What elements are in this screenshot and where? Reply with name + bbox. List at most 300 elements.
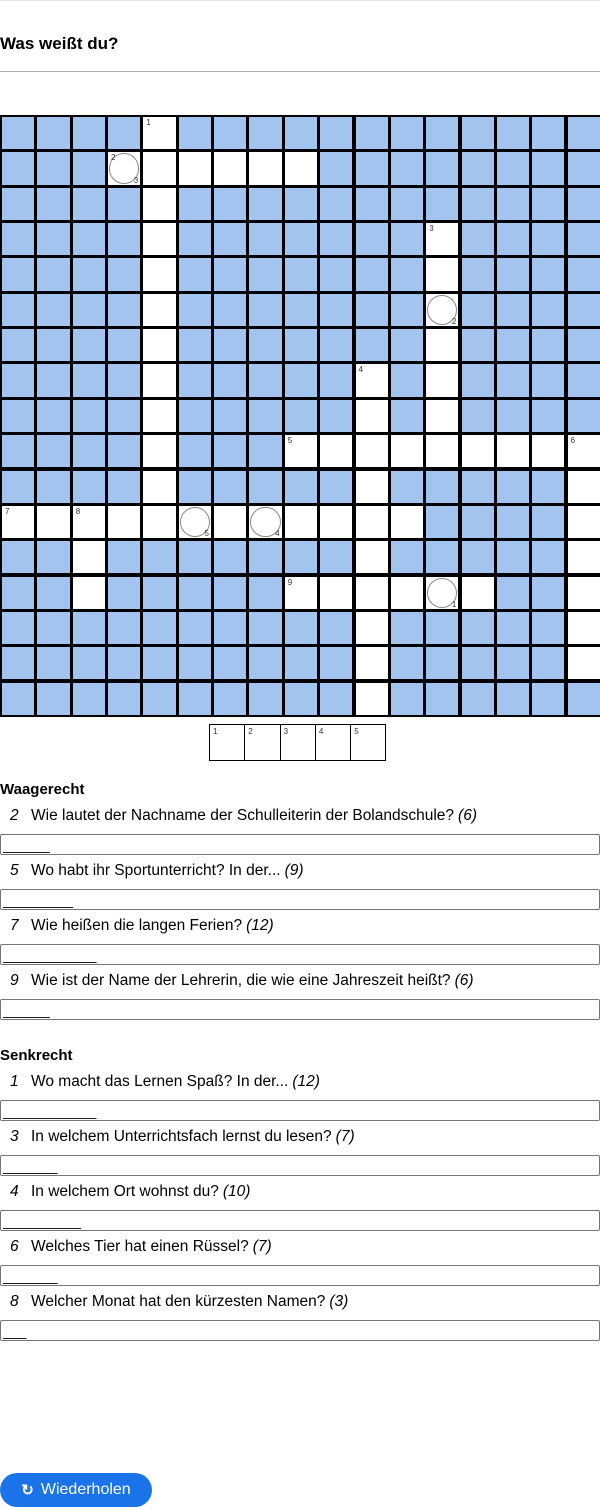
- grid-cell-blocked: [212, 610, 248, 646]
- clue-number: 7: [10, 917, 19, 934]
- grid-cell-blocked: [495, 362, 531, 398]
- grid-cell-blocked: [71, 256, 107, 292]
- grid-cell-blocked: [283, 362, 319, 398]
- grid-cell-open[interactable]: [106, 150, 142, 186]
- grid-cell-open[interactable]: [141, 221, 177, 257]
- grid-cell-blocked: [460, 362, 496, 398]
- clue-number: 5: [10, 862, 19, 879]
- clue-number: 9: [10, 972, 19, 989]
- clue-number: 5: [287, 436, 293, 446]
- answer-input[interactable]: [0, 1100, 600, 1121]
- grid-cell-open[interactable]: [424, 575, 460, 611]
- grid-cell-open[interactable]: [318, 575, 354, 611]
- grid-cell-open[interactable]: [141, 256, 177, 292]
- clue-question: Wo habt ihr Sportunterricht? In der...: [31, 862, 281, 879]
- repeat-button[interactable]: [0, 1473, 152, 1507]
- grid-cell-blocked: [106, 575, 142, 611]
- page-title: Was weißt du?: [0, 34, 119, 53]
- grid-cell-blocked: [389, 150, 425, 186]
- grid-cell-blocked: [35, 398, 71, 434]
- grid-cell-blocked: [106, 539, 142, 575]
- grid-cell-blocked: [354, 256, 390, 292]
- grid-cell-blocked: [318, 327, 354, 363]
- grid-cell-blocked: [530, 115, 566, 151]
- clue-length: (3): [329, 1293, 349, 1310]
- grid-cell-open[interactable]: [141, 398, 177, 434]
- grid-cell-blocked: [212, 539, 248, 575]
- repeat-button-label: Wiederholen: [40, 1481, 131, 1498]
- grid-cell-open[interactable]: [71, 539, 107, 575]
- grid-cell-blocked: [177, 469, 213, 505]
- grid-cell-blocked: [283, 469, 319, 505]
- grid-cell-blocked: [460, 539, 496, 575]
- grid-cell-open[interactable]: [566, 433, 600, 469]
- grid-cell-blocked: [389, 362, 425, 398]
- grid-cell-blocked: [212, 115, 248, 151]
- grid-cell-open[interactable]: [354, 398, 390, 434]
- grid-cell-blocked: [389, 292, 425, 328]
- grid-cell-open[interactable]: [566, 539, 600, 575]
- solution-box[interactable]: [244, 724, 280, 761]
- clue-text-line: [0, 807, 600, 825]
- grid-cell-open[interactable]: [354, 504, 390, 540]
- grid-cell-blocked: [35, 645, 71, 681]
- grid-cell-blocked: [424, 645, 460, 681]
- grid-cell-blocked: [247, 681, 283, 717]
- solution-box-number: 3: [283, 727, 289, 736]
- grid-cell-blocked: [530, 362, 566, 398]
- grid-cell-blocked: [71, 221, 107, 257]
- grid-cell-open[interactable]: [354, 575, 390, 611]
- grid-cell-open[interactable]: [141, 150, 177, 186]
- grid-cell-open[interactable]: [566, 504, 600, 540]
- grid-cell-blocked: [212, 398, 248, 434]
- grid-cell-blocked: [212, 681, 248, 717]
- grid-cell-open[interactable]: [283, 575, 319, 611]
- grid-cell-open[interactable]: [354, 681, 390, 717]
- grid-cell-blocked: [530, 150, 566, 186]
- grid-cell-open[interactable]: [354, 610, 390, 646]
- grid-cell-open[interactable]: [141, 469, 177, 505]
- grid-cell-blocked: [71, 645, 107, 681]
- grid-cell-blocked: [106, 433, 142, 469]
- clue-number: 3: [10, 1128, 19, 1145]
- grid-cell-blocked: [460, 292, 496, 328]
- solution-index: 1: [451, 599, 457, 609]
- grid-cell-open[interactable]: [424, 433, 460, 469]
- grid-cell-blocked: [35, 681, 71, 717]
- grid-cell-open[interactable]: [424, 362, 460, 398]
- grid-cell-blocked: [389, 115, 425, 151]
- grid-cell-open[interactable]: [460, 433, 496, 469]
- grid-cell-blocked: [35, 221, 71, 257]
- grid-cell-blocked: [0, 292, 36, 328]
- grid-cell-open[interactable]: [141, 292, 177, 328]
- clue-text-line: [0, 862, 600, 880]
- grid-cell-blocked: [0, 186, 36, 222]
- grid-cell-blocked: [495, 186, 531, 222]
- grid-cell-open[interactable]: [35, 504, 71, 540]
- grid-cell-open[interactable]: [354, 362, 390, 398]
- top-border: [0, 0, 600, 1]
- grid-cell-blocked: [495, 115, 531, 151]
- grid-cell-blocked: [283, 398, 319, 434]
- clue-number: 4: [358, 365, 363, 375]
- grid-cell-blocked: [247, 362, 283, 398]
- grid-cell-blocked: [212, 186, 248, 222]
- grid-cell-blocked: [177, 610, 213, 646]
- grid-cell-open[interactable]: [318, 433, 354, 469]
- grid-cell-blocked: [35, 362, 71, 398]
- grid-cell-open[interactable]: [424, 398, 460, 434]
- solution-index: 5: [204, 529, 209, 539]
- clue-number: 6: [570, 436, 576, 446]
- grid-cell-blocked: [177, 327, 213, 363]
- grid-cell-blocked: [283, 186, 319, 222]
- answer-input[interactable]: [0, 1320, 600, 1341]
- clue-number: 8: [10, 1293, 19, 1310]
- grid-cell-open[interactable]: [354, 539, 390, 575]
- grid-cell-blocked: [460, 681, 496, 717]
- grid-cell-blocked: [389, 221, 425, 257]
- solution-box[interactable]: [315, 724, 351, 761]
- grid-cell-open[interactable]: [389, 504, 425, 540]
- grid-cell-blocked: [318, 292, 354, 328]
- solution-box[interactable]: [280, 724, 316, 761]
- grid-cell-blocked: [212, 292, 248, 328]
- grid-cell-blocked: [283, 256, 319, 292]
- grid-cell-blocked: [106, 362, 142, 398]
- grid-cell-blocked: [35, 469, 71, 505]
- grid-cell-blocked: [389, 610, 425, 646]
- grid-cell-open[interactable]: [177, 150, 213, 186]
- grid-cell-blocked: [566, 327, 600, 363]
- grid-cell-blocked: [106, 221, 142, 257]
- grid-cell-blocked: [71, 327, 107, 363]
- clue-question: Welcher Monat hat den kürzesten Namen?: [31, 1293, 326, 1310]
- grid-cell-blocked: [566, 681, 600, 717]
- grid-cell-blocked: [0, 469, 36, 505]
- grid-cell-blocked: [71, 433, 107, 469]
- grid-cell-open[interactable]: [389, 575, 425, 611]
- grid-cell-blocked: [71, 469, 107, 505]
- grid-cell-blocked: [106, 469, 142, 505]
- answer-input[interactable]: [0, 1155, 600, 1176]
- solution-box-number: 5: [354, 727, 359, 736]
- grid-cell-blocked: [354, 292, 390, 328]
- grid-cell-open[interactable]: [212, 150, 248, 186]
- grid-cell-blocked: [212, 575, 248, 611]
- grid-cell-blocked: [389, 645, 425, 681]
- across-heading: Waagerecht: [0, 781, 85, 798]
- grid-cell-open[interactable]: [0, 504, 36, 540]
- clue-text-line: [0, 1183, 600, 1201]
- grid-cell-blocked: [566, 221, 600, 257]
- grid-cell-blocked: [177, 115, 213, 151]
- clue-question: In welchem Ort wohnst du?: [31, 1183, 219, 1200]
- grid-cell-blocked: [495, 504, 531, 540]
- solution-box-number: 1: [213, 727, 218, 736]
- grid-cell-open[interactable]: [566, 645, 600, 681]
- clue-item: [0, 1183, 600, 1231]
- clue-question: Wo macht das Lernen Spaß? In der...: [31, 1073, 289, 1090]
- grid-cell-open[interactable]: [424, 221, 460, 257]
- grid-cell-open[interactable]: [566, 469, 600, 505]
- clue-number: 6: [10, 1238, 19, 1255]
- grid-cell-blocked: [35, 115, 71, 151]
- grid-cell-blocked: [35, 610, 71, 646]
- solution-word-boxes: [209, 724, 386, 761]
- grid-cell-blocked: [460, 504, 496, 540]
- clue-length: (12): [246, 917, 274, 934]
- grid-cell-open[interactable]: [141, 504, 177, 540]
- answer-input[interactable]: [0, 834, 600, 855]
- grid-cell-open[interactable]: [106, 504, 142, 540]
- grid-cell-blocked: [212, 256, 248, 292]
- answer-input[interactable]: [0, 1210, 600, 1231]
- grid-cell-blocked: [460, 469, 496, 505]
- grid-cell-blocked: [0, 115, 36, 151]
- grid-cell-blocked: [283, 292, 319, 328]
- grid-cell-blocked: [106, 645, 142, 681]
- grid-cell-blocked: [35, 186, 71, 222]
- grid-cell-open[interactable]: [424, 292, 460, 328]
- redo-icon: ↻: [21, 1481, 34, 1499]
- grid-cell-blocked: [177, 292, 213, 328]
- grid-cell-blocked: [0, 433, 36, 469]
- answer-input[interactable]: [0, 944, 600, 965]
- grid-cell-blocked: [35, 539, 71, 575]
- grid-cell-blocked: [460, 398, 496, 434]
- grid-cell-blocked: [35, 327, 71, 363]
- clue-item: [0, 1293, 600, 1341]
- grid-cell-blocked: [495, 681, 531, 717]
- grid-cell-blocked: [247, 327, 283, 363]
- grid-cell-blocked: [212, 221, 248, 257]
- grid-cell-open[interactable]: [247, 150, 283, 186]
- grid-cell-blocked: [530, 469, 566, 505]
- clue-length: (6): [458, 807, 477, 824]
- grid-cell-open[interactable]: [354, 433, 390, 469]
- title-divider: [0, 71, 600, 72]
- grid-cell-blocked: [424, 504, 460, 540]
- clue-question: Wie ist der Name der Lehrerin, die wie eine Jahreszeit heißt?: [31, 972, 451, 989]
- solution-box[interactable]: [209, 724, 245, 761]
- answer-input[interactable]: [0, 999, 600, 1020]
- grid-cell-blocked: [35, 256, 71, 292]
- grid-cell-blocked: [247, 433, 283, 469]
- grid-cell-blocked: [71, 398, 107, 434]
- grid-cell-blocked: [177, 186, 213, 222]
- grid-cell-blocked: [106, 292, 142, 328]
- grid-cell-open[interactable]: [424, 256, 460, 292]
- grid-cell-blocked: [566, 398, 600, 434]
- grid-cell-open[interactable]: [460, 575, 496, 611]
- grid-cell-blocked: [495, 292, 531, 328]
- grid-cell-open[interactable]: [141, 115, 177, 151]
- grid-cell-blocked: [460, 610, 496, 646]
- grid-cell-blocked: [0, 610, 36, 646]
- grid-cell-blocked: [495, 150, 531, 186]
- grid-cell-blocked: [495, 469, 531, 505]
- clue-length: (7): [252, 1238, 272, 1255]
- grid-cell-blocked: [389, 469, 425, 505]
- grid-cell-blocked: [0, 575, 36, 611]
- grid-cell-blocked: [283, 645, 319, 681]
- solution-index: 4: [275, 529, 280, 539]
- clue-question: Wie lautet der Nachname der Schulleiterin der Bolandschule?: [31, 807, 455, 824]
- grid-cell-open[interactable]: [283, 433, 319, 469]
- grid-cell-blocked: [530, 398, 566, 434]
- grid-cell-blocked: [212, 362, 248, 398]
- grid-cell-blocked: [247, 292, 283, 328]
- grid-cell-blocked: [106, 398, 142, 434]
- answer-input[interactable]: [0, 889, 600, 910]
- grid-cell-open[interactable]: [424, 327, 460, 363]
- grid-cell-blocked: [318, 256, 354, 292]
- clue-length: (7): [335, 1128, 355, 1145]
- grid-cell-blocked: [495, 256, 531, 292]
- grid-cell-open[interactable]: [283, 504, 319, 540]
- clue-length: (6): [454, 972, 474, 989]
- grid-cell-blocked: [212, 645, 248, 681]
- grid-cell-blocked: [495, 398, 531, 434]
- grid-cell-blocked: [460, 150, 496, 186]
- grid-cell-blocked: [460, 645, 496, 681]
- grid-cell-open[interactable]: [389, 433, 425, 469]
- grid-cell-blocked: [247, 539, 283, 575]
- grid-cell-blocked: [460, 327, 496, 363]
- grid-cell-blocked: [283, 327, 319, 363]
- grid-cell-blocked: [177, 362, 213, 398]
- grid-cell-blocked: [71, 610, 107, 646]
- grid-cell-blocked: [530, 327, 566, 363]
- grid-cell-blocked: [0, 150, 36, 186]
- grid-cell-blocked: [566, 362, 600, 398]
- grid-cell-blocked: [424, 186, 460, 222]
- grid-cell-blocked: [460, 256, 496, 292]
- grid-cell-blocked: [247, 221, 283, 257]
- grid-cell-blocked: [318, 398, 354, 434]
- grid-cell-open[interactable]: [566, 610, 600, 646]
- solution-box[interactable]: [350, 724, 386, 761]
- grid-cell-blocked: [460, 221, 496, 257]
- grid-cell-open[interactable]: [354, 469, 390, 505]
- clue-number: 2: [10, 807, 19, 824]
- grid-cell-blocked: [71, 362, 107, 398]
- clue-number: 3: [429, 224, 434, 234]
- clue-item: [0, 1128, 600, 1176]
- grid-cell-open[interactable]: [495, 433, 531, 469]
- clue-item: [0, 917, 600, 965]
- grid-cell-blocked: [530, 645, 566, 681]
- clue-number: 8: [75, 506, 81, 516]
- clue-number: 1: [10, 1073, 19, 1090]
- grid-cell-blocked: [318, 362, 354, 398]
- grid-cell-open[interactable]: [141, 327, 177, 363]
- grid-cell-blocked: [424, 610, 460, 646]
- grid-cell-open[interactable]: [141, 362, 177, 398]
- clue-item: [0, 1238, 600, 1286]
- grid-cell-blocked: [318, 115, 354, 151]
- grid-cell-blocked: [0, 256, 36, 292]
- grid-cell-open[interactable]: [566, 575, 600, 611]
- grid-cell-blocked: [247, 645, 283, 681]
- grid-cell-blocked: [141, 539, 177, 575]
- clue-text-line: [0, 972, 600, 990]
- grid-cell-blocked: [35, 575, 71, 611]
- grid-cell-open[interactable]: [283, 150, 319, 186]
- grid-cell-blocked: [0, 327, 36, 363]
- grid-cell-blocked: [247, 575, 283, 611]
- grid-cell-blocked: [530, 256, 566, 292]
- grid-cell-blocked: [566, 150, 600, 186]
- clue-length: (9): [284, 862, 304, 879]
- grid-cell-blocked: [530, 610, 566, 646]
- grid-cell-blocked: [212, 433, 248, 469]
- grid-cell-blocked: [389, 539, 425, 575]
- grid-cell-blocked: [247, 398, 283, 434]
- grid-cell-blocked: [530, 575, 566, 611]
- grid-cell-blocked: [424, 115, 460, 151]
- grid-cell-blocked: [495, 221, 531, 257]
- grid-cell-blocked: [141, 681, 177, 717]
- grid-cell-blocked: [283, 221, 319, 257]
- down-clues: [0, 1073, 600, 1341]
- grid-cell-blocked: [71, 681, 107, 717]
- grid-cell-blocked: [106, 186, 142, 222]
- clue-text-line: [0, 1238, 600, 1256]
- grid-cell-open[interactable]: [141, 186, 177, 222]
- clue-question: Welches Tier hat einen Rüssel?: [31, 1238, 249, 1255]
- grid-cell-blocked: [106, 610, 142, 646]
- grid-cell-open[interactable]: [71, 504, 107, 540]
- grid-cell-open[interactable]: [177, 504, 213, 540]
- grid-cell-blocked: [530, 681, 566, 717]
- grid-cell-blocked: [495, 575, 531, 611]
- grid-cell-blocked: [318, 150, 354, 186]
- clue-list: [0, 780, 600, 1341]
- solution-index: 3: [133, 175, 139, 185]
- grid-cell-blocked: [0, 681, 36, 717]
- grid-cell-blocked: [495, 539, 531, 575]
- grid-cell-open[interactable]: [354, 645, 390, 681]
- grid-cell-blocked: [0, 539, 36, 575]
- grid-cell-blocked: [0, 398, 36, 434]
- clue-number: 1: [146, 118, 151, 127]
- grid-cell-blocked: [318, 221, 354, 257]
- grid-cell-blocked: [460, 186, 496, 222]
- solution-index: 2: [451, 316, 457, 326]
- grid-cell-blocked: [247, 256, 283, 292]
- grid-cell-blocked: [247, 610, 283, 646]
- clue-item: [0, 1073, 600, 1121]
- grid-cell-blocked: [283, 115, 319, 151]
- answer-input[interactable]: [0, 1265, 600, 1286]
- grid-cell-open[interactable]: [71, 575, 107, 611]
- grid-cell-open[interactable]: [247, 504, 283, 540]
- grid-cell-open[interactable]: [141, 433, 177, 469]
- solution-box-number: 2: [248, 727, 253, 736]
- grid-cell-blocked: [106, 115, 142, 151]
- clue-number: 7: [5, 506, 10, 516]
- grid-cell-blocked: [141, 610, 177, 646]
- grid-cell-open[interactable]: [318, 504, 354, 540]
- clue-item: [0, 807, 600, 855]
- grid-cell-open[interactable]: [212, 504, 248, 540]
- across-clues: [0, 807, 600, 1020]
- grid-cell-open[interactable]: [530, 433, 566, 469]
